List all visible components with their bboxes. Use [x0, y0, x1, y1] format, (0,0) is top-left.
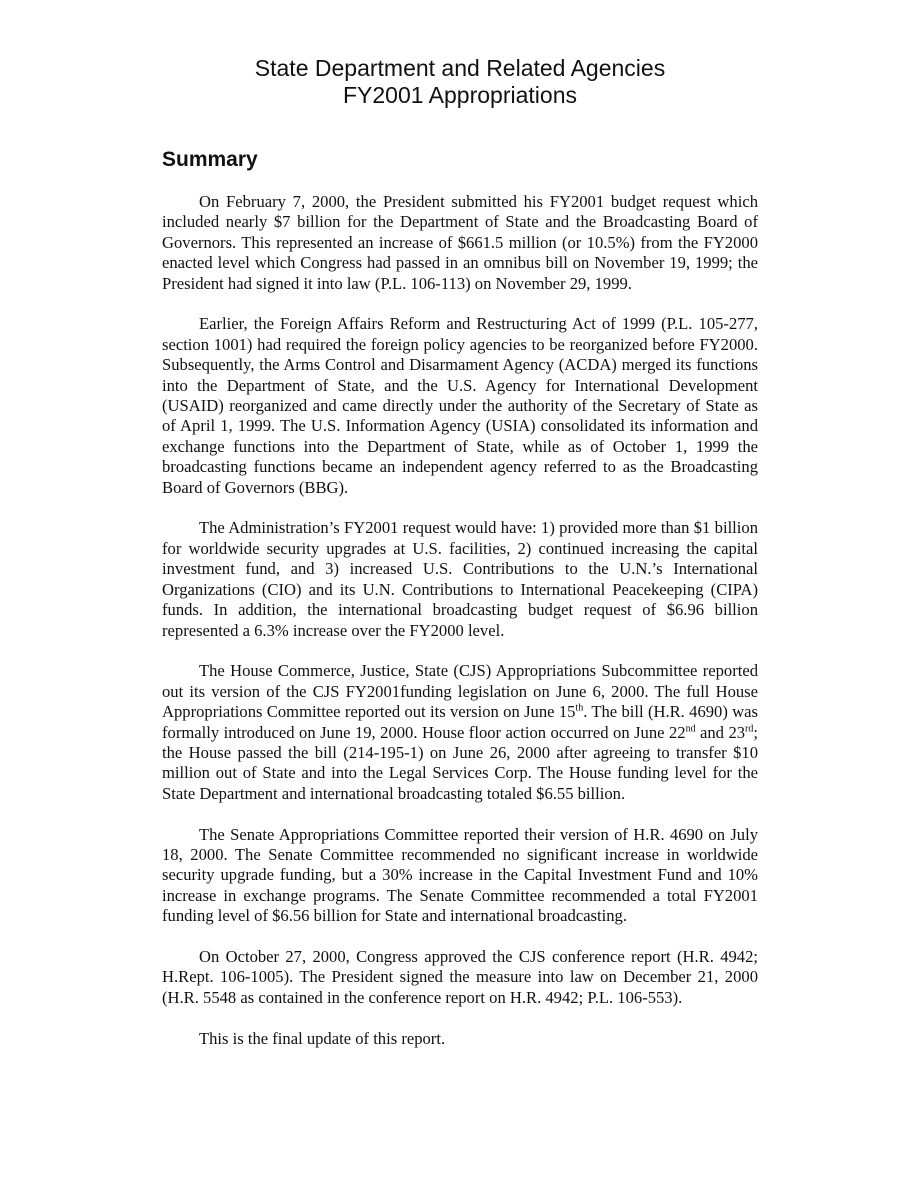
paragraph-4-part-4: ; the House passed the bill (214-195-1) on June 26, 2000 after agreeing to transfer $10 million out of State and into the Legal Services Corp. The House funding level for the State Department and international broadcasting totaled $6.55 billion. — [162, 722, 759, 803]
paragraph-4-part-1: The House Commerce, Justice, State (CJS) Appropriations Subcommittee reported out its version of the CJS FY2001funding legislation on June 6, 2000. The full House Appropriations Committee reported out its version on June 15 — [162, 661, 758, 722]
summary-body — [162, 192, 758, 1069]
paragraph-4-part-3: and 23 — [695, 722, 746, 742]
paragraph-4 — [162, 661, 758, 804]
paragraph-7: This is the final update of this report. — [199, 1028, 446, 1048]
summary-heading: Summary — [162, 148, 258, 171]
paragraph-6: On October 27, 2000, Congress approved the CJS conference report (H.R. 4942; H.Rept. 106-1005). The President signed the measure into law on December 21, 2000 (H.R. 5548 as contained in the conference report on H.R. 4942; P.L. 106-553). — [162, 946, 758, 1007]
superscript-nd: nd — [685, 722, 696, 734]
document-title — [0, 55, 920, 109]
title-line-2: FY2001 Appropriations — [343, 82, 577, 108]
superscript-th: th — [575, 702, 584, 714]
paragraph-5: The Senate Appropriations Committee reported their version of H.R. 4690 on July 18, 2000. The Senate Committee recommended no significant increase in worldwide security upgrade funding, but a 30% increase in the Capital Investment Fund and 10% increase in exchange programs. The Senate Committee recommended a total FY2001 funding level of $6.56 billion for State and international broadcasting. — [162, 824, 758, 926]
paragraph-3: The Administration’s FY2001 request would have: 1) provided more than $1 billion for worldwide security upgrades at U.S. facilities, 2) continued increasing the capital investment fund, and 3) increased U.S. Contributions to the U.N.’s International Organizations (CIO) and its U.N. Contributions to International Peacekeeping (CIPA) funds. In addition, the international broadcasting budget request of $6.96 billion represented a 6.3% increase over the FY2000 level. — [162, 518, 758, 640]
paragraph-1: On February 7, 2000, the President submitted his FY2001 budget request which included nearly $7 billion for the Department of State and the Broadcasting Board of Governors. This represented an increase of $661.5 million (or 10.5%) from the FY2000 enacted level which Congress had passed in an omnibus bill on November 19, 1999; the President had signed it into law (P.L. 106-113) on November 29, 1999. — [162, 192, 758, 293]
title-line-1: State Department and Related Agencies — [254, 55, 666, 81]
paragraph-4-part-2: . The bill (H.R. 4690) was formally introduced on June 19, 2000. House floor action occurred on June 22 — [162, 702, 758, 742]
paragraph-2: Earlier, the Foreign Affairs Reform and Restructuring Act of 1999 (P.L. 105-277, section 1001) had required the foreign policy agencies to be reorganized before FY2000. Subsequently, the Arms Control and Disarmament Agency (ACDA) merged its functions into the Department of State, and the U.S. Agency for International Development (USAID) reorganized and came directly under the authority of the Secretary of State as of April 1, 1999. The U.S. Information Agency (USIA) consolidated its information and exchange functions into the Department of State, while as of October 1, 1999 the broadcasting functions became an independent agency referred to as the Broadcasting Board of Governors (BBG). — [162, 314, 758, 497]
superscript-rd: rd — [745, 722, 754, 734]
